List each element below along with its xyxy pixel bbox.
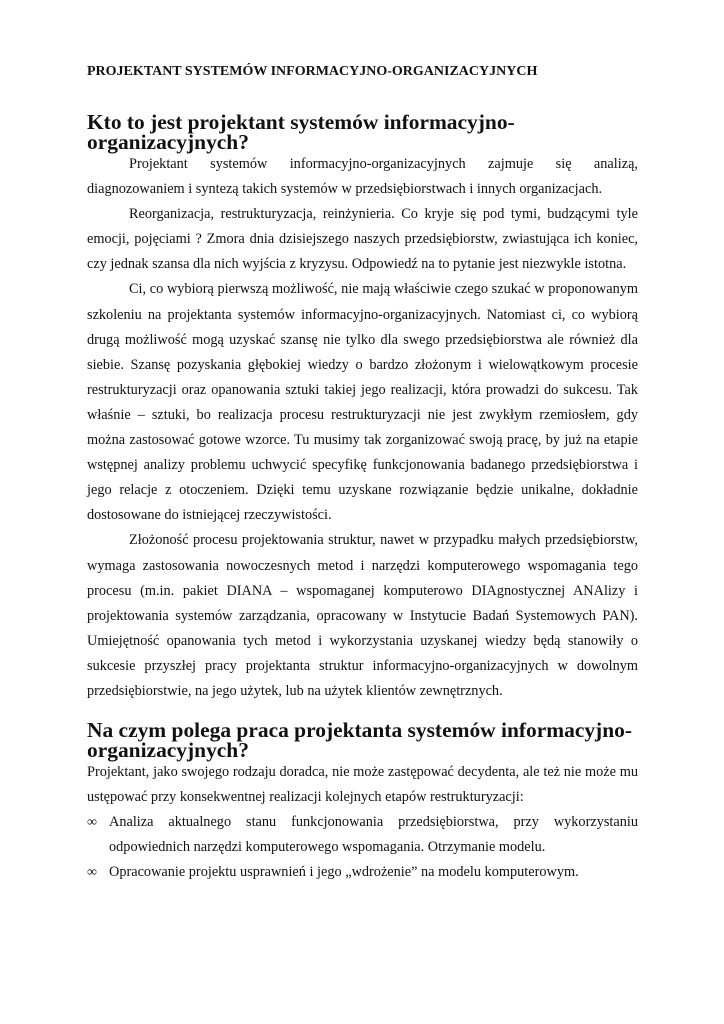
list-item: [87, 810, 638, 860]
section-work: [87, 720, 638, 885]
paragraph: Złożoność procesu projektowania struktur, nawet w przypadku małych przedsiębiorstw, wymaga zastosowania nowoczesnych metod i narzędzi komputerowego wspomagania tego procesu (m.in. pakiet DIANA – wspomaganej komputerowo DIAgnostycznej ANAlizy i projektowania systemów zarządzania, opracowany w Instytucie Badań Systemowych PAN). Umiejętność opanowania tych metod i wykorzystania uzyskanej wiedzy będą stanowiły o sukcesie przyszłej pracy projektanta struktur informacyjno-organizacyjnych w dowolnym przedsiębiorstwie, na jego użytek, lub na użytek klientów zewnętrznych.: [87, 532, 638, 699]
list-item-text: Opracowanie projektu usprawnień i jego „wdrożenie” na modelu komputerowym.: [109, 864, 579, 881]
section-who-is: [87, 112, 638, 704]
document-page: [87, 62, 638, 886]
paragraph: Projektant, jako swojego rodzaju doradca, nie może zastępować decydenta, ale też nie może mu ustępować przy konsekwentnej realizacji kolejnych etapów restrukturyzacji:: [87, 764, 638, 806]
list-item: [87, 860, 638, 885]
section-heading: Kto to jest projektant systemów informacyjno-organizacyjnych?: [87, 110, 515, 154]
section-heading: Na czym polega praca projektanta systemów informacyjno-organizacyjnych?: [87, 718, 632, 763]
bullet-list: [87, 810, 638, 885]
list-item-text: Analiza aktualnego stanu funkcjonowania przedsiębiorstwa, przy wykorzystaniu odpowiednich narzędzi komputerowego wspomagania. Otrzymanie modelu.: [109, 814, 638, 856]
spacer: [87, 82, 638, 112]
paragraph: Projektant systemów informacyjno-organizacyjnych zajmuje się analizą, diagnozowaniem i syntezą takich systemów w przedsiębiorstwach i innych organizacjach.: [87, 156, 638, 198]
infinity-bullet-icon: ∞: [87, 865, 97, 881]
paragraph: Ci, co wybiorą pierwszą możliwość, nie mają właściwie czego szukać w proponowanym szkoleniu na projektanta systemów informacyjno-organizacyjnych. Natomiast ci, co wybiorą drugą możliwość mogą uzyskać szansę nie tylko dla swego przedsiębiorstwa ale również dla siebie. Szansę pozyskania głębokiej wiedzy o bardzo złożonym i wielowątkowym procesie restrukturyzacji oraz opanowania sztuki takiej jego realizacji, która prowadzi do sukcesu. Tak właśnie – sztuki, bo realizacja procesu restrukturyzacji nie jest zwykłym rzemiosłem, gdy można zastosować gotowe wzorce. Tu musimy tak zorganizować swoją pracę, by już na etapie wstępnej analizy problemu uchwycić specyfikę funkcjonowania badanego przedsiębiorstwa i jego relacje z otoczeniem. Dzięki temu uzyskane rozwiązanie będzie unikalne, dokładnie dostosowane do istniejącej rzeczywistości.: [87, 281, 638, 524]
document-title: PROJEKTANT SYSTEMÓW INFORMACYJNO-ORGANIZACYJNYCH: [87, 64, 538, 79]
paragraph: Reorganizacja, restrukturyzacja, reinżynieria. Co kryje się pod tymi, budzącymi tyle emocji, pojęciami ? Zmora dnia dzisiejszego naszych przedsiębiorstw, zwiastująca ich koniec, czy jednak szansa dla nich wyjścia z kryzysu. Odpowiedź na to pytanie jest niezwykle istotna.: [87, 206, 638, 273]
infinity-bullet-icon: ∞: [87, 815, 97, 831]
